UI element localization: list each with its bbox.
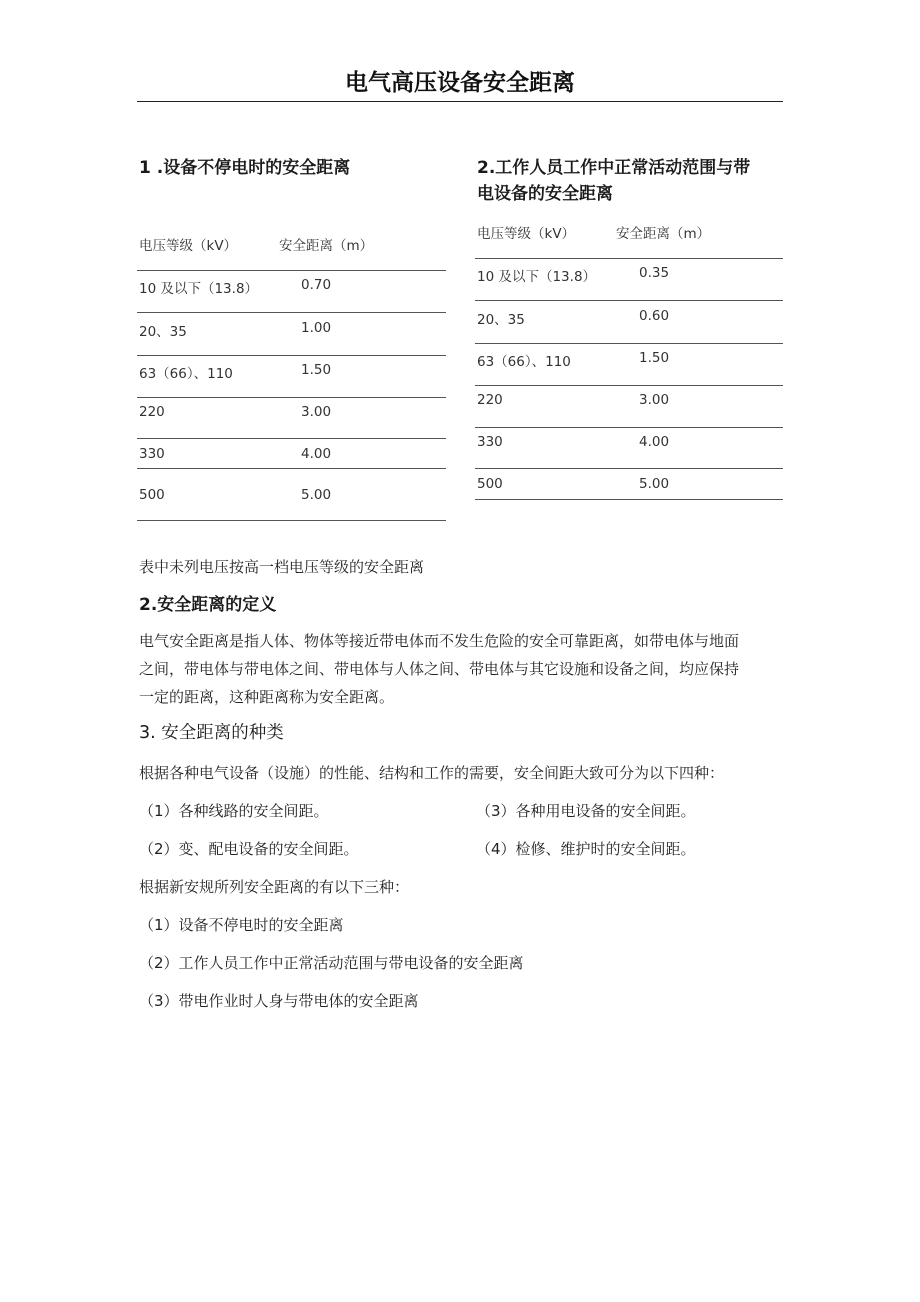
table1-rule (137, 520, 446, 521)
definition-line: 电气安全距离是指人体、物体等接近带电体而不发生危险的安全可靠距离，如带电体与地面 (139, 632, 740, 650)
table2-cell-distance: 3.00 (639, 392, 670, 408)
rule-item-3: （3）带电作业时人身与带电体的安全距离 (139, 992, 419, 1010)
table1-cell-voltage: 220 (139, 404, 165, 420)
document-title: 电气高压设备安全距离 (345, 70, 575, 96)
table1-header-voltage: 电压等级（kV） (139, 238, 238, 254)
table1-cell-voltage: 10 及以下（13.8） (139, 281, 259, 297)
table1-cell-voltage: 63（66）、110 (139, 366, 233, 382)
table1-rule (137, 355, 446, 356)
table2-cell-voltage: 20、35 (477, 312, 525, 328)
table1-cell-voltage: 20、35 (139, 324, 187, 340)
table2-rule (475, 468, 783, 469)
definition-line: 一定的距离，这种距离称为安全距离。 (139, 688, 395, 706)
types-item-3: （3）各种用电设备的安全间距。 (476, 802, 696, 820)
table2-cell-voltage: 330 (477, 434, 503, 450)
table1-rule (137, 397, 446, 398)
table2-cell-voltage: 63（66）、110 (477, 354, 571, 370)
title-underline (137, 101, 783, 102)
table1-cell-voltage: 500 (139, 487, 165, 503)
table1-rule (137, 312, 446, 313)
table2-rule (475, 385, 783, 386)
rule-intro: 根据新安规所列安全距离的有以下三种： (139, 878, 410, 896)
table1-rule (137, 438, 446, 439)
table2-cell-distance: 0.60 (639, 308, 670, 324)
table1-cell-voltage: 330 (139, 446, 165, 462)
table2-heading-line1: 2.工作人员工作中正常活动范围与带 (477, 158, 751, 178)
table1-cell-distance: 1.00 (301, 320, 332, 336)
table1-rule (137, 270, 446, 271)
table2-header-voltage: 电压等级（kV） (477, 226, 576, 242)
table2-heading-line2: 电设备的安全距离 (477, 184, 613, 204)
types-item-4: （4）检修、维护时的安全间距。 (476, 840, 696, 858)
table2-rule (475, 300, 783, 301)
table2-rule (475, 343, 783, 344)
table1-rule (137, 468, 446, 469)
table2-rule (475, 258, 783, 259)
table2-cell-distance: 5.00 (639, 476, 670, 492)
table2-rule (475, 499, 783, 500)
table2-header-distance: 安全距离（m） (616, 226, 711, 242)
types-heading: 3. 安全距离的种类 (139, 723, 284, 743)
table2-cell-distance: 4.00 (639, 434, 670, 450)
definition-paragraph (139, 627, 785, 711)
table1-cell-distance: 4.00 (301, 446, 332, 462)
table2-cell-voltage: 10 及以下（13.8） (477, 269, 597, 285)
rule-item-1: （1）设备不停电时的安全距离 (139, 916, 344, 934)
table1-heading: 1 .设备不停电时的安全距离 (139, 158, 351, 178)
types-item-2: （2）变、配电设备的安全间距。 (139, 840, 359, 858)
table1-cell-distance: 1.50 (301, 362, 332, 378)
table1-cell-distance: 0.70 (301, 277, 332, 293)
table2-cell-voltage: 500 (477, 476, 503, 492)
table2-rule (475, 427, 783, 428)
table2-cell-distance: 0.35 (639, 265, 670, 281)
table2-cell-distance: 1.50 (639, 350, 670, 366)
table-note: 表中未列电压按高一档电压等级的安全距离 (139, 558, 425, 576)
table1-cell-distance: 3.00 (301, 404, 332, 420)
rule-item-2: （2）工作人员工作中正常活动范围与带电设备的安全距离 (139, 954, 524, 972)
table2-cell-voltage: 220 (477, 392, 503, 408)
definition-line: 之间，带电体与带电体之间、带电体与人体之间、带电体与其它设施和设备之间，均应保持 (139, 660, 740, 678)
types-intro: 根据各种电气设备（设施）的性能、结构和工作的需要，安全间距大致可分为以下四种： (139, 764, 725, 782)
definition-heading: 2.安全距离的定义 (139, 595, 277, 615)
table1-cell-distance: 5.00 (301, 487, 332, 503)
types-item-1: （1）各种线路的安全间距。 (139, 802, 329, 820)
table1-header-distance: 安全距离（m） (279, 238, 374, 254)
